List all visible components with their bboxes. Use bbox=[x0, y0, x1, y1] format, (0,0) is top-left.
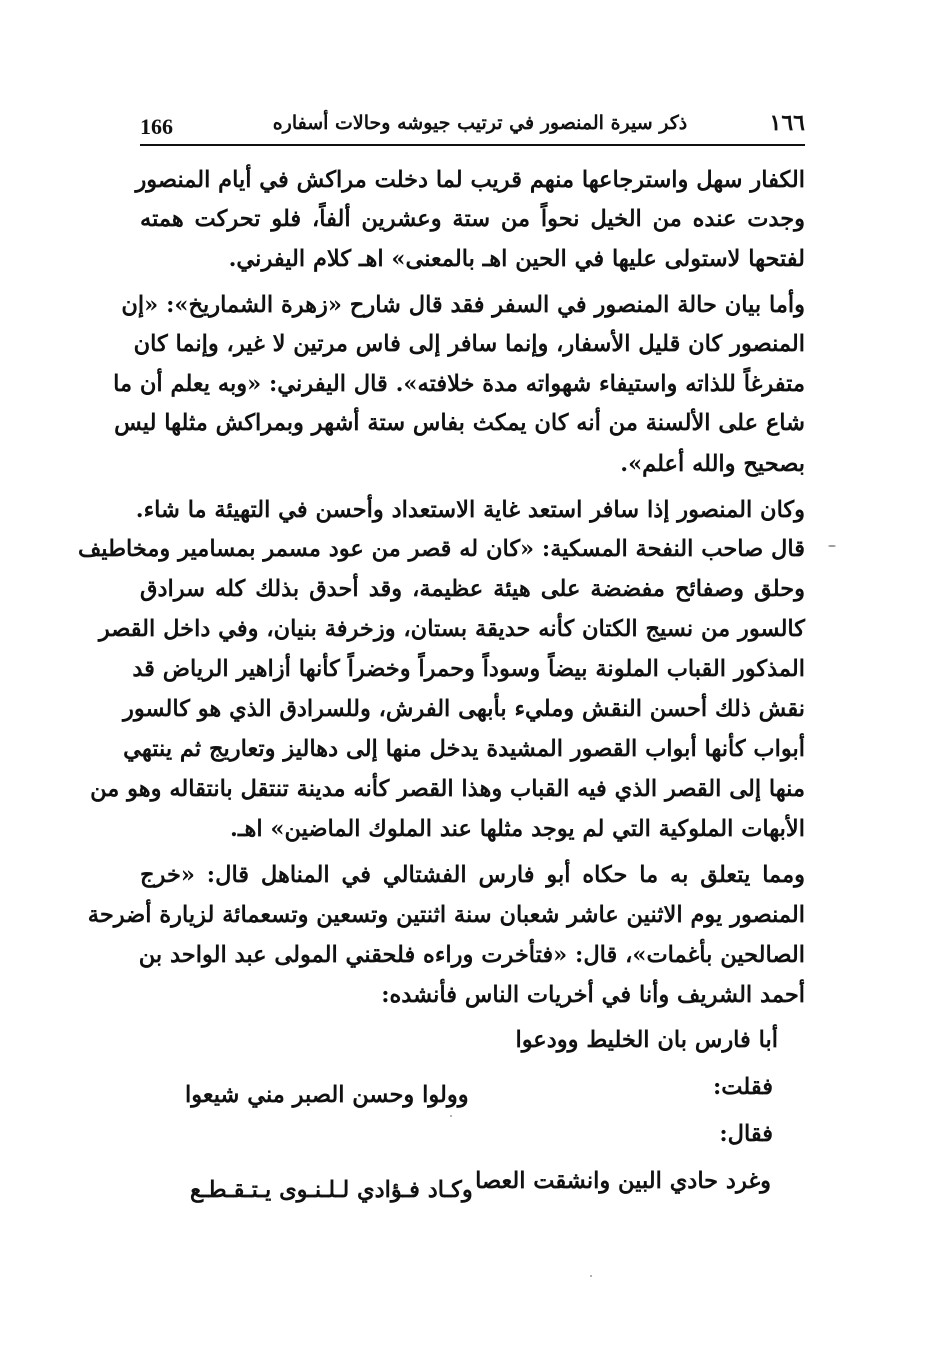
text-line: وكان المنصور إذا سافر استعد غاية الاستعداد وأحسن في التهيئة ما شاء. bbox=[135, 497, 805, 523]
text-line: أبواب كأنها أبواب القصور المشيدة يدخل منها إلى دهاليز وتعاريج ثم ينتهي bbox=[123, 736, 805, 762]
verse-speaker: فقلت: bbox=[713, 1074, 773, 1100]
text-line: الصالحين بأغمات»، قال: «فتأخرت وراءه فلحقني المولى عبد الواحد بن bbox=[138, 942, 805, 968]
text-line: المذكور القباب الملونة بيضاً وسوداً وحمراً وخضراً كأنها أزاهير الرياض قد bbox=[132, 656, 805, 682]
text-line: أحمد الشريف وأنا في أخريات الناس فأنشده: bbox=[381, 982, 805, 1008]
scan-mark bbox=[590, 1275, 592, 1277]
text-line: المنصور يوم الاثنين عاشر شعبان سنة اثنتين وتسعين وتسعمائة لزيارة أضرحة bbox=[87, 902, 805, 928]
text-line: لفتحها لاستولى عليها في الحين اهـ بالمعنى» اهـ كلام اليفرني. bbox=[228, 246, 805, 272]
text-line: الأبهات الملوكية التي لم يوجد مثلها عند الملوك الماضين» اهـ. bbox=[230, 816, 805, 842]
text-line: نقش ذلك أحسن النقش ومليء بأبهى الفرش، وللسرادق الذي هو كالسور bbox=[122, 696, 805, 722]
text-line: وحلق وصفائح مفضضة على هيئة عظيمة، وقد أحدق بذلك كله سرادق bbox=[140, 576, 805, 602]
text-line: بصحيح والله أعلم». bbox=[620, 451, 805, 477]
text-line: شاع على الألسنة من أنه كان يمكث بفاس ستة أشهر وبمراكش مثلها ليس bbox=[114, 410, 805, 436]
text-line: المنصور كان قليل الأسفار، وإنما سافر إلى فاس مرتين لا غير، وإنما كان bbox=[133, 331, 805, 357]
scan-mark bbox=[450, 1115, 452, 1117]
text-line: قال صاحب النفحة المسكية: «كان له قصر من عود مسمر بمسامير ومخاطيف bbox=[77, 536, 805, 562]
page-number-arabic: ١٦٦ bbox=[769, 110, 805, 136]
header-rule bbox=[140, 144, 805, 146]
text-line: ومما يتعلق به ما حكاه أبو فارس الفشتالي في المناهل قال: «خرج bbox=[140, 862, 805, 888]
text-line: كالسور من نسيج الكتان كأنه حديقة بستان، وزخرفة بنيان، وفي داخل القصر bbox=[98, 616, 805, 642]
verse-speaker: فقال: bbox=[719, 1121, 773, 1147]
running-title: ذكر سيرة المنصور في ترتيب جيوشه وحالات أسفاره bbox=[272, 112, 688, 134]
text-line: متفرغاً للذاته واستيفاء شهواته مدة خلافته». قال اليفرني: «وبه يعلم أن ما bbox=[113, 371, 805, 397]
verse-hemistich: وكـاد فـؤادي لـلـنـوى يـتـقـطـع bbox=[190, 1177, 473, 1203]
page-number-latin: 166 bbox=[140, 114, 173, 139]
page-header bbox=[140, 110, 805, 142]
text-line: الكفار سهل واسترجاعها منهم قريب لما دخلت مراكش في أيام المنصور bbox=[135, 167, 805, 193]
verse-hemistich: أبا فارس بان الخليط وودعوا bbox=[515, 1027, 778, 1053]
text-line: منها إلى القصر الذي فيه القباب وهذا القصر كأنه مدينة تنتقل بانتقاله وهو من bbox=[90, 776, 805, 802]
text-line: وأما بيان حالة المنصور في السفر فقد قال شارح «زهرة الشماريخ»: «إن bbox=[121, 292, 805, 318]
scan-mark bbox=[828, 545, 836, 547]
verse-hemistich: وولوا وحسن الصبر مني شيعوا bbox=[185, 1082, 469, 1108]
text-line: وجدت عنده من الخيل نحواً من ستة وعشرين ألفاً، فلو تحركت همته bbox=[140, 206, 805, 232]
verse-hemistich: وغرد حادي البين وانشقت العصا bbox=[475, 1168, 771, 1194]
